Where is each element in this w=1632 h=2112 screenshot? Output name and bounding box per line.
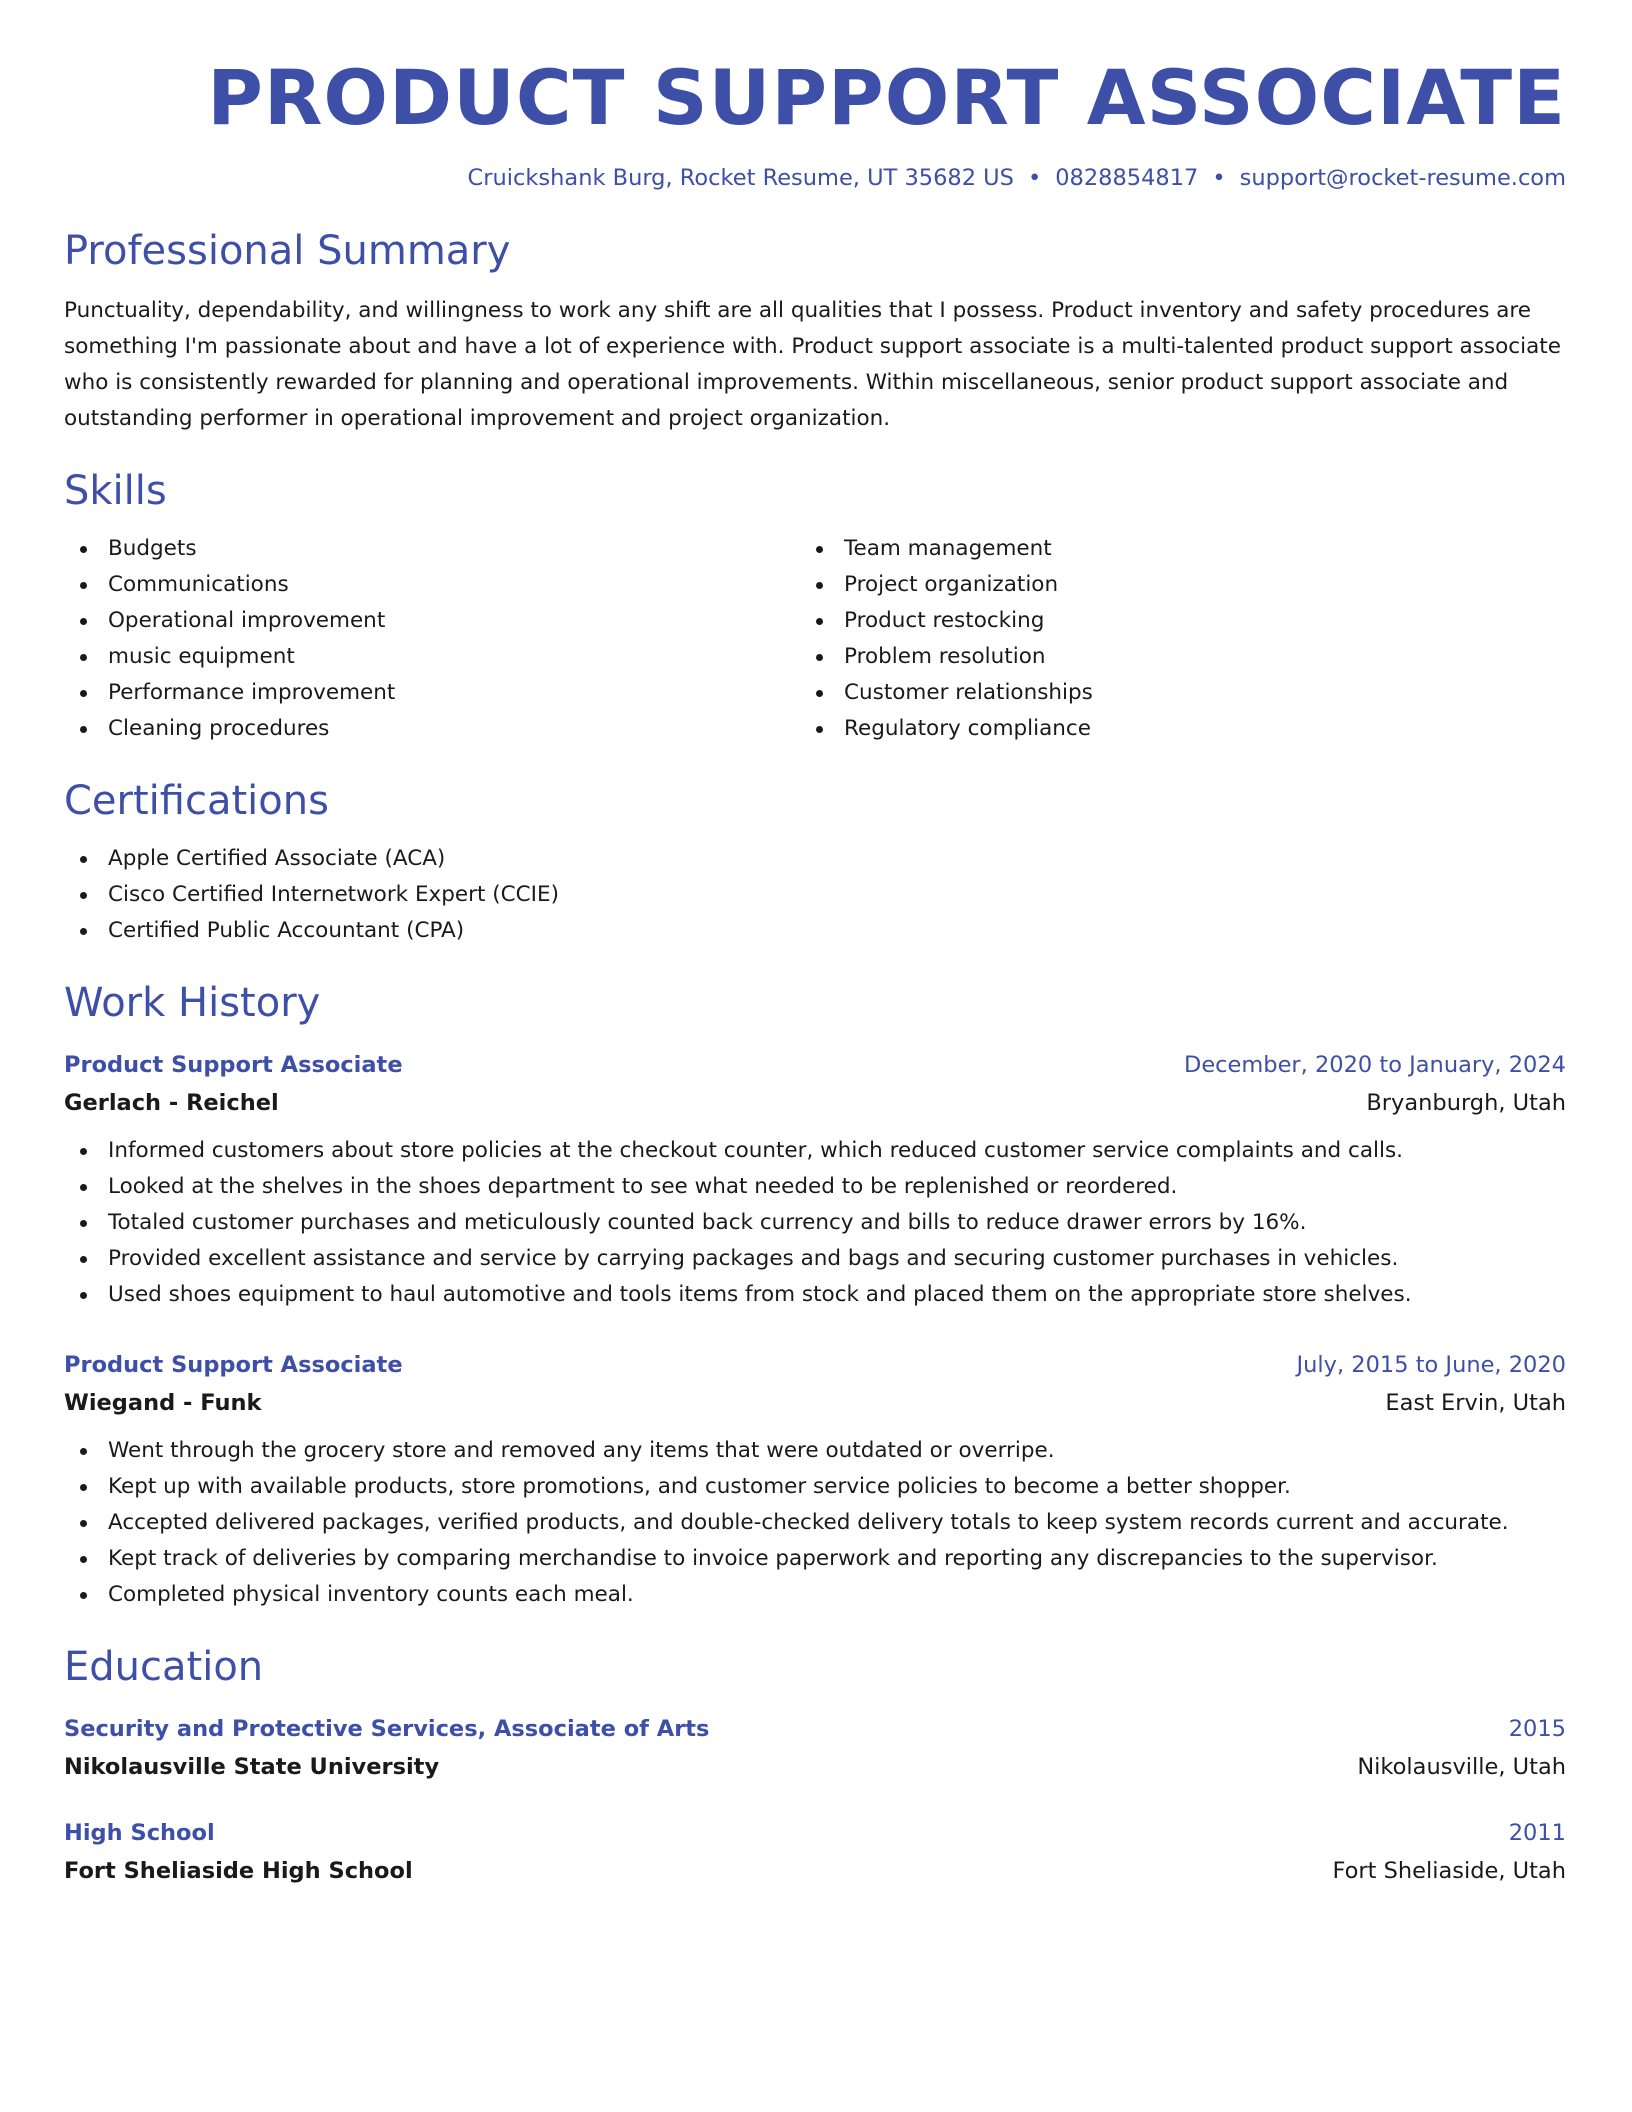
job-bullet: Used shoes equipment to haul automotive and tools items from stock and placed them on the appropriate store shelves. [64, 1277, 1566, 1313]
job-entry [64, 1347, 1566, 1613]
skill-item: Project organization [800, 567, 1566, 603]
candidate-name: PRODUCT SUPPORT ASSOCIATE [207, 53, 1566, 142]
job-bullet: Provided excellent assistance and service by carrying packages and bags and securing customer purchases in vehicles. [64, 1241, 1566, 1277]
skills-list-right [800, 531, 1566, 747]
education-section [64, 1643, 1566, 1889]
summary-section [64, 227, 1566, 437]
education-location: Fort Sheliaside, Utah [1332, 1858, 1566, 1885]
skill-item: Cleaning procedures [64, 711, 800, 747]
job-bullets [64, 1433, 1566, 1613]
education-header-row [64, 1815, 1566, 1851]
education-school-row [64, 1853, 1566, 1889]
education-header-row [64, 1711, 1566, 1747]
education-degree: Security and Protective Services, Associate of Arts [64, 1716, 710, 1743]
certifications-heading: Certifications [64, 778, 329, 825]
skill-item: Operational improvement [64, 603, 800, 639]
job-bullet: Totaled customer purchases and meticulously counted back currency and bills to reduce drawer errors by 16%. [64, 1205, 1566, 1241]
contact-separator: • [1212, 165, 1226, 192]
skills-list-left [64, 531, 800, 747]
certifications-section [64, 777, 1566, 949]
job-dates: July, 2015 to June, 2020 [1296, 1352, 1566, 1379]
skill-item: Budgets [64, 531, 800, 567]
education-location: Nikolausville, Utah [1357, 1754, 1566, 1781]
job-bullet: Looked at the shelves in the shoes department to see what needed to be replenished or reordered. [64, 1169, 1566, 1205]
job-company-row [64, 1085, 1566, 1121]
education-entry [64, 1711, 1566, 1785]
contact-separator: • [1027, 165, 1042, 192]
contact-phone[interactable]: 0828854817 [1055, 165, 1199, 192]
skills-section [64, 467, 1566, 747]
education-school: Nikolausville State University [64, 1754, 440, 1781]
skills-grid [64, 515, 1566, 747]
resume-header [64, 52, 1566, 191]
education-entry [64, 1815, 1566, 1889]
skill-item: Communications [64, 567, 800, 603]
job-entry [64, 1047, 1566, 1313]
education-school-row [64, 1749, 1566, 1785]
job-header-row [64, 1347, 1566, 1383]
certification-item: Cisco Certified Internetwork Expert (CCIE) [64, 877, 1566, 913]
summary-heading: Professional Summary [64, 228, 511, 275]
job-bullet: Informed customers about store policies at the checkout counter, which reduced customer service complaints and calls. [64, 1133, 1566, 1169]
job-company-row [64, 1385, 1566, 1421]
education-year: 2015 [1508, 1716, 1566, 1743]
skill-item: Problem resolution [800, 639, 1566, 675]
education-degree: High School [64, 1820, 215, 1847]
skill-item: Performance improvement [64, 675, 800, 711]
job-bullet: Completed physical inventory counts each meal. [64, 1577, 1566, 1613]
job-company: Wiegand - Funk [64, 1390, 262, 1417]
certification-item: Certified Public Accountant (CPA) [64, 913, 1566, 949]
job-title: Product Support Associate [64, 1352, 403, 1379]
contact-address: Cruickshank Burg, Rocket Resume, UT 35682 US [467, 165, 1014, 192]
job-location: Bryanburgh, Utah [1366, 1090, 1566, 1117]
summary-text: Punctuality, dependability, and willingness to work any shift are all qualities that I possess. Product inventory and safety procedures are something I'm passionate about and have a lot of experience with. Product support associate is a multi-talented product support associate who is consistently rewarded for planning and operational improvements. Within miscellaneous, senior product support associate and outstanding performer in operational improvement and project organization. [64, 298, 1561, 432]
education-school: Fort Sheliaside High School [64, 1858, 413, 1885]
skills-heading: Skills [64, 468, 167, 515]
job-header-row [64, 1047, 1566, 1083]
skill-item: Customer relationships [800, 675, 1566, 711]
education-year: 2011 [1508, 1820, 1566, 1847]
job-dates: December, 2020 to January, 2024 [1184, 1052, 1566, 1079]
contact-line [64, 165, 1566, 191]
job-bullet: Kept track of deliveries by comparing merchandise to invoice paperwork and reporting any discrepancies to the supervisor. [64, 1541, 1566, 1577]
job-location: East Ervin, Utah [1385, 1390, 1566, 1417]
job-bullet: Went through the grocery store and removed any items that were outdated or overripe. [64, 1433, 1566, 1469]
education-heading: Education [64, 1644, 264, 1691]
job-bullet: Kept up with available products, store promotions, and customer service policies to become a better shopper. [64, 1469, 1566, 1505]
work-history-heading: Work History [64, 980, 321, 1027]
certification-item: Apple Certified Associate (ACA) [64, 841, 1566, 877]
work-history-section [64, 979, 1566, 1613]
job-title: Product Support Associate [64, 1052, 403, 1079]
skill-item: Team management [800, 531, 1566, 567]
skill-item: music equipment [64, 639, 800, 675]
job-bullets [64, 1133, 1566, 1313]
contact-email[interactable]: support@rocket-resume.com [1239, 165, 1566, 192]
job-company: Gerlach - Reichel [64, 1090, 279, 1117]
job-bullet: Accepted delivered packages, verified products, and double-checked delivery totals to keep system records current and accurate. [64, 1505, 1566, 1541]
skill-item: Product restocking [800, 603, 1566, 639]
skill-item: Regulatory compliance [800, 711, 1566, 747]
certifications-list [64, 841, 1566, 949]
